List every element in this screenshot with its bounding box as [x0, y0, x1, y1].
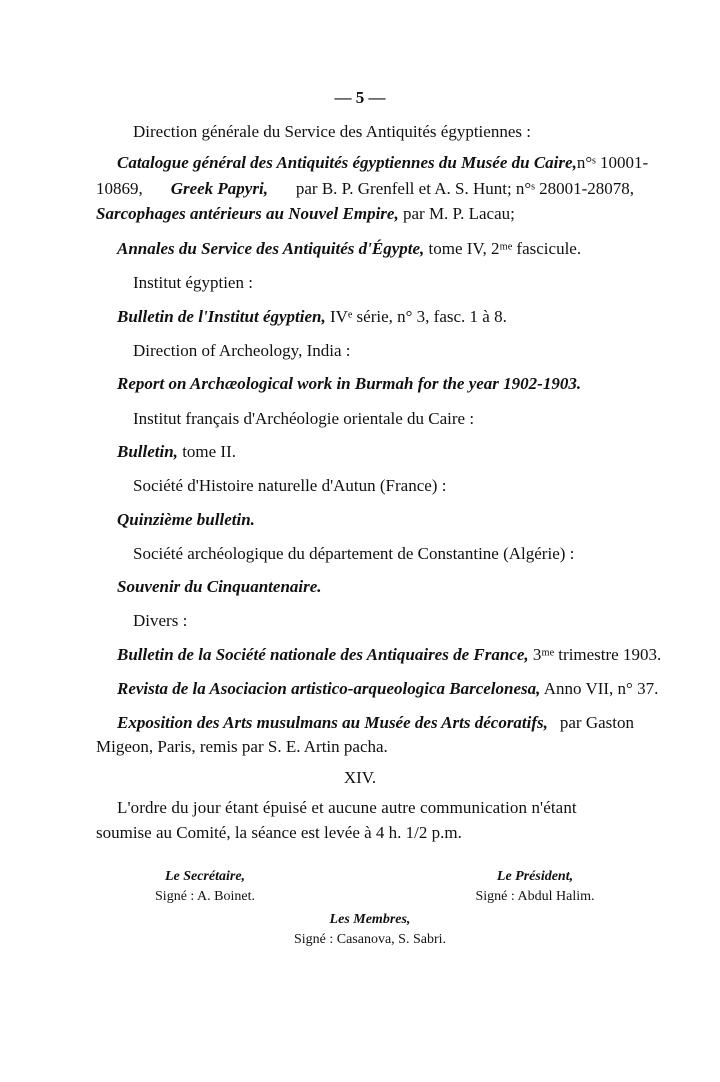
closing-line-2: soumise au Comité, la séance est levée à 4 h. 1/2 p.m.: [96, 823, 462, 842]
heading-service-antiquites: Direction générale du Service des Antiquités égyptiennes :: [133, 122, 531, 141]
members-sign: Signé : Casanova, S. Sabri.: [293, 932, 447, 947]
bulletin-institut-title: Bulletin de l'Institut égyptien,: [117, 307, 326, 326]
president-signature: [455, 867, 615, 907]
bulletin-institut-rest: IVᵉ série, n° 3, fasc. 1 à 8.: [330, 307, 507, 326]
revista-rest: Anno VII, n° 37.: [543, 679, 659, 698]
bulletin-ifao-title: Bulletin,: [117, 442, 178, 461]
president-sign: Signé : Abdul Halim.: [475, 889, 595, 904]
sarcophages-title: Sarcophages antérieurs au Nouvel Empire,: [96, 204, 399, 223]
antiquaires-entry: [117, 644, 661, 666]
secretary-title: Le Secrétaire,: [164, 869, 246, 884]
catalogue-line-2: [96, 178, 634, 200]
secretary-signature: [130, 867, 280, 907]
heading-divers: Divers :: [133, 611, 188, 630]
annales-rest: tome IV, 2ᵐᵉ fascicule.: [428, 239, 582, 258]
exposition-rest: par Gaston: [559, 713, 634, 732]
sarcophages-author: par M. P. Lacau;: [402, 204, 515, 223]
exposition-line-2: Migeon, Paris, remis par S. E. Artin pacha.: [96, 737, 388, 756]
souvenir-title: Souvenir du Cinquantenaire.: [117, 577, 322, 596]
report-entry: [117, 373, 581, 395]
greek-papyri-title: Greek Papyri,: [170, 179, 268, 198]
souvenir-entry: [117, 576, 322, 598]
antiquaires-rest: 3ᵐᵉ trimestre 1903.: [532, 645, 662, 664]
catalogue-title: Catalogue général des Antiquités égyptiennes du Musée du Caire,: [117, 153, 577, 172]
members-signature: [270, 910, 470, 950]
catalogue-number-end: 10869,: [96, 179, 143, 198]
page-number: — 5 —: [334, 88, 386, 107]
revista-title: Revista de la Asociacion artistico-arqueologica Barcelonesa,: [117, 679, 541, 698]
greek-papyri-authors: par B. P. Grenfell et A. S. Hunt; n°ˢ 28001-28078,: [295, 179, 634, 198]
catalogue-numbers: n°ˢ 10001-: [576, 153, 649, 172]
heading-archeology-india: Direction of Archeology, India :: [133, 341, 351, 360]
president-title: Le Président,: [496, 869, 574, 884]
heading-institut-egyptien: Institut égyptien :: [133, 273, 253, 292]
annales-entry: [117, 238, 581, 260]
section-number: XIV.: [343, 768, 377, 787]
report-title: Report on Archæological work in Burmah for the year 1902-1903.: [117, 374, 582, 393]
closing-text-1: L'ordre du jour étant épuisé et aucune autre communication n'étant: [117, 798, 577, 817]
exposition-line-1: [117, 712, 634, 734]
catalogue-line-1: [117, 152, 649, 174]
heading-societe-autun: Société d'Histoire naturelle d'Autun (France) :: [133, 476, 447, 495]
annales-title: Annales du Service des Antiquités d'Égypte,: [117, 239, 425, 258]
quinzieme-entry: [117, 509, 255, 531]
secretary-sign: Signé : A. Boinet.: [155, 889, 255, 904]
closing-line-1: [117, 797, 634, 819]
catalogue-line-3: [96, 203, 515, 225]
antiquaires-title: Bulletin de la Société nationale des Antiquaires de France,: [117, 645, 529, 664]
exposition-title: Exposition des Arts musulmans au Musée des Arts décoratifs,: [117, 713, 548, 732]
bulletin-institut-entry: [117, 306, 507, 328]
revista-entry: [117, 678, 658, 700]
heading-societe-constantine: Société archéologique du département de Constantine (Algérie) :: [133, 544, 575, 563]
members-title: Les Membres,: [329, 912, 411, 927]
quinzieme-title: Quinzième bulletin.: [117, 510, 255, 529]
bulletin-ifao-entry: [117, 441, 236, 463]
bulletin-ifao-rest: tome II.: [182, 442, 237, 461]
heading-institut-francais: Institut français d'Archéologie orientale du Caire :: [133, 409, 475, 428]
